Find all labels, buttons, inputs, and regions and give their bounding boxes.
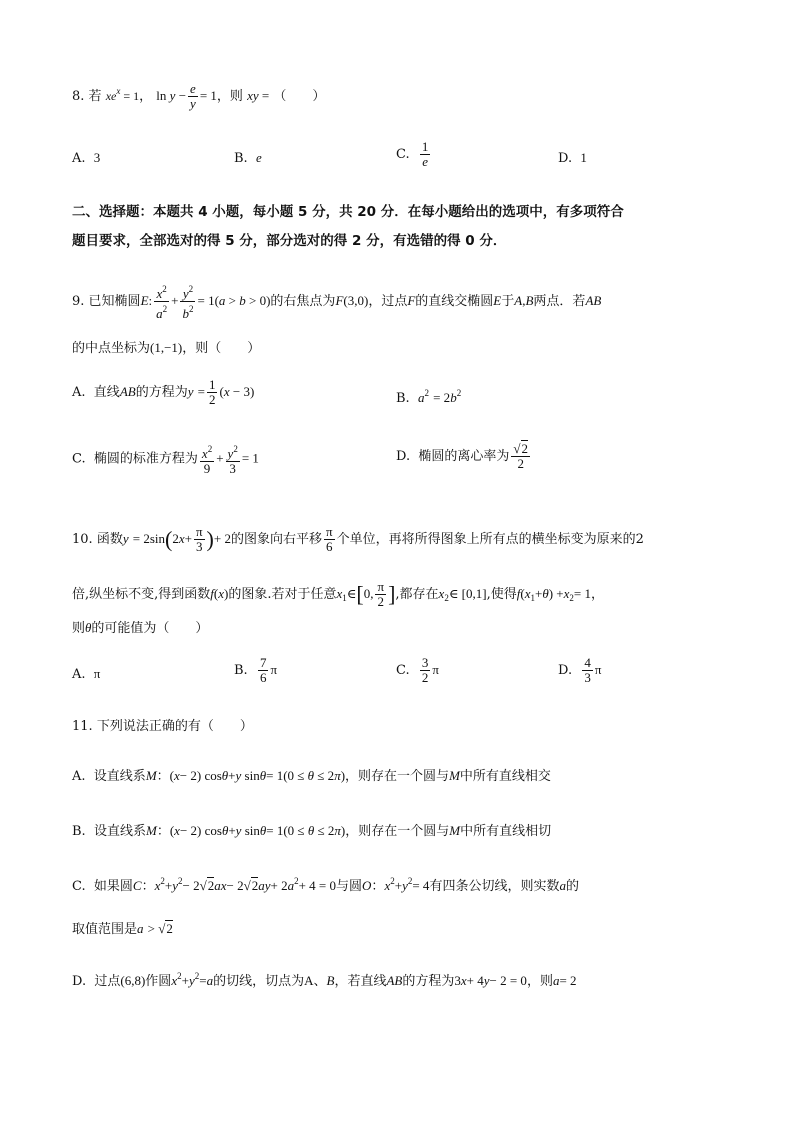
math-frac-e-y: $\frac{e}{y}$ <box>190 81 196 111</box>
question-8-stem: 8. 若 $xe^x = 1$， ln y − $\frac{e}{y}$ = 1，则 xy = （ ） <box>72 81 326 111</box>
q11-option-b[interactable]: B. 设直线系M：(x− 2) cosθ+y sinθ= 1(0 ≤ θ ≤ 2π)，则存在一个圆与M中所有直线相切 <box>72 823 552 839</box>
q8-option-d[interactable]: D. 1 <box>558 150 587 166</box>
question-10-stem-line-1: 10. 函数y = 2sin(2x+ $\frac{\pi}{3}$ )+ 2的图象向右平移 $\frac{\pi}{6}$ 个单位，再将所得图象上所有点的横坐标变为原来的2 <box>72 524 644 554</box>
question-10-stem-line-3: 则θ的可能值为（ ） <box>72 620 209 636</box>
q11-option-c-line-2: 取值范围是a > √2 <box>72 921 173 937</box>
q10-option-d[interactable]: D. $\frac{4}{3}$ π <box>558 655 602 685</box>
q9-option-b[interactable]: B. $a^2 = 2b^2$ <box>396 388 462 406</box>
question-10-stem-line-2: 倍,纵坐标不变,得到函数f(x)的图象.若对于任意$x_1\in[0$, $\frac{\pi}{2}$ ],都存在$x_2\in$ [0,1],使得$f(x_1+\theta) +x_2= 1$， <box>72 579 605 609</box>
question-11-stem: 11. 下列说法正确的有（ ） <box>72 719 253 734</box>
q10-option-b[interactable]: B. $\frac{7}{6}$ π <box>234 655 278 685</box>
q8-option-b[interactable]: B. e <box>234 150 262 166</box>
math-lny: ln y − <box>156 88 187 103</box>
section-2-heading-line-2: 题目要求，全部选对的得 5 分，部分选对的得 2 分，有选错的得 0 分． <box>72 233 507 249</box>
q10-option-a[interactable]: A. π <box>72 666 101 682</box>
q9-option-d[interactable]: D. 椭圆的离心率为 $\frac{√2}{2}$ <box>396 441 529 471</box>
q11-option-a[interactable]: A. 设直线系M：(x− 2) cosθ+y sinθ= 1(0 ≤ θ ≤ 2π)，则存在一个圆与M中所有直线相交 <box>72 768 551 784</box>
math-xy: xy = <box>247 88 270 103</box>
math-frac-x2-a2: $\frac{x^2}{a^2}$ <box>156 284 168 321</box>
q8-option-c[interactable]: C. $\frac{1}{e}$ <box>396 139 429 169</box>
q10-option-c[interactable]: C. $\frac{3}{2}$ π <box>396 655 439 685</box>
question-9-stem-line-2: 的中点坐标为(1,−1)，则（ ） <box>72 340 261 356</box>
q9-option-c[interactable]: C. 椭圆的标准方程为 $\frac{x^2}{9}$ + $\frac{y^2}{3}$ = 1 <box>72 444 259 476</box>
question-9-stem-line-1: 9. 已知椭圆E: $\frac{x^2}{a^2}$ + $\frac{y^2}{b^2}$ = 1(a > b > 0)的右焦点为F(3,0)，过点F的直线交椭圆E于A,B两点．若AB <box>72 284 602 321</box>
section-2-heading-line-1: 二、选择题：本题共 4 小题，每小题 5 分，共 20 分．在每小题给出的选项中，有多项符合 <box>72 204 624 220</box>
q11-option-d[interactable]: D. 过点(6,8)作圆$x^2+y^2=a$的切线，切点为A、B，若直线AB的方程为3x+ 4y− 2 = 0，则a= 2 <box>72 971 577 989</box>
q8-option-a[interactable]: A. 3 <box>72 150 101 166</box>
math-xe: $xe^x = 1$ <box>105 86 140 103</box>
q11-option-c[interactable]: C. 如果圆C：$x^2+y^2- 2√2ax- 2√2ay+ 2a^2+ 4 = 0$与圆O：$x^2+y^2= 4$有四条公切线，则实数a的 <box>72 876 579 894</box>
math-frac-y2-b2: $\frac{y^2}{b^2}$ <box>182 284 194 321</box>
q9-option-a[interactable]: A. 直线AB的方程为y = $\frac{1}{2}$ (x − 3) <box>72 377 255 407</box>
math-frac-1-e: $\frac{1}{e}$ <box>421 139 429 169</box>
